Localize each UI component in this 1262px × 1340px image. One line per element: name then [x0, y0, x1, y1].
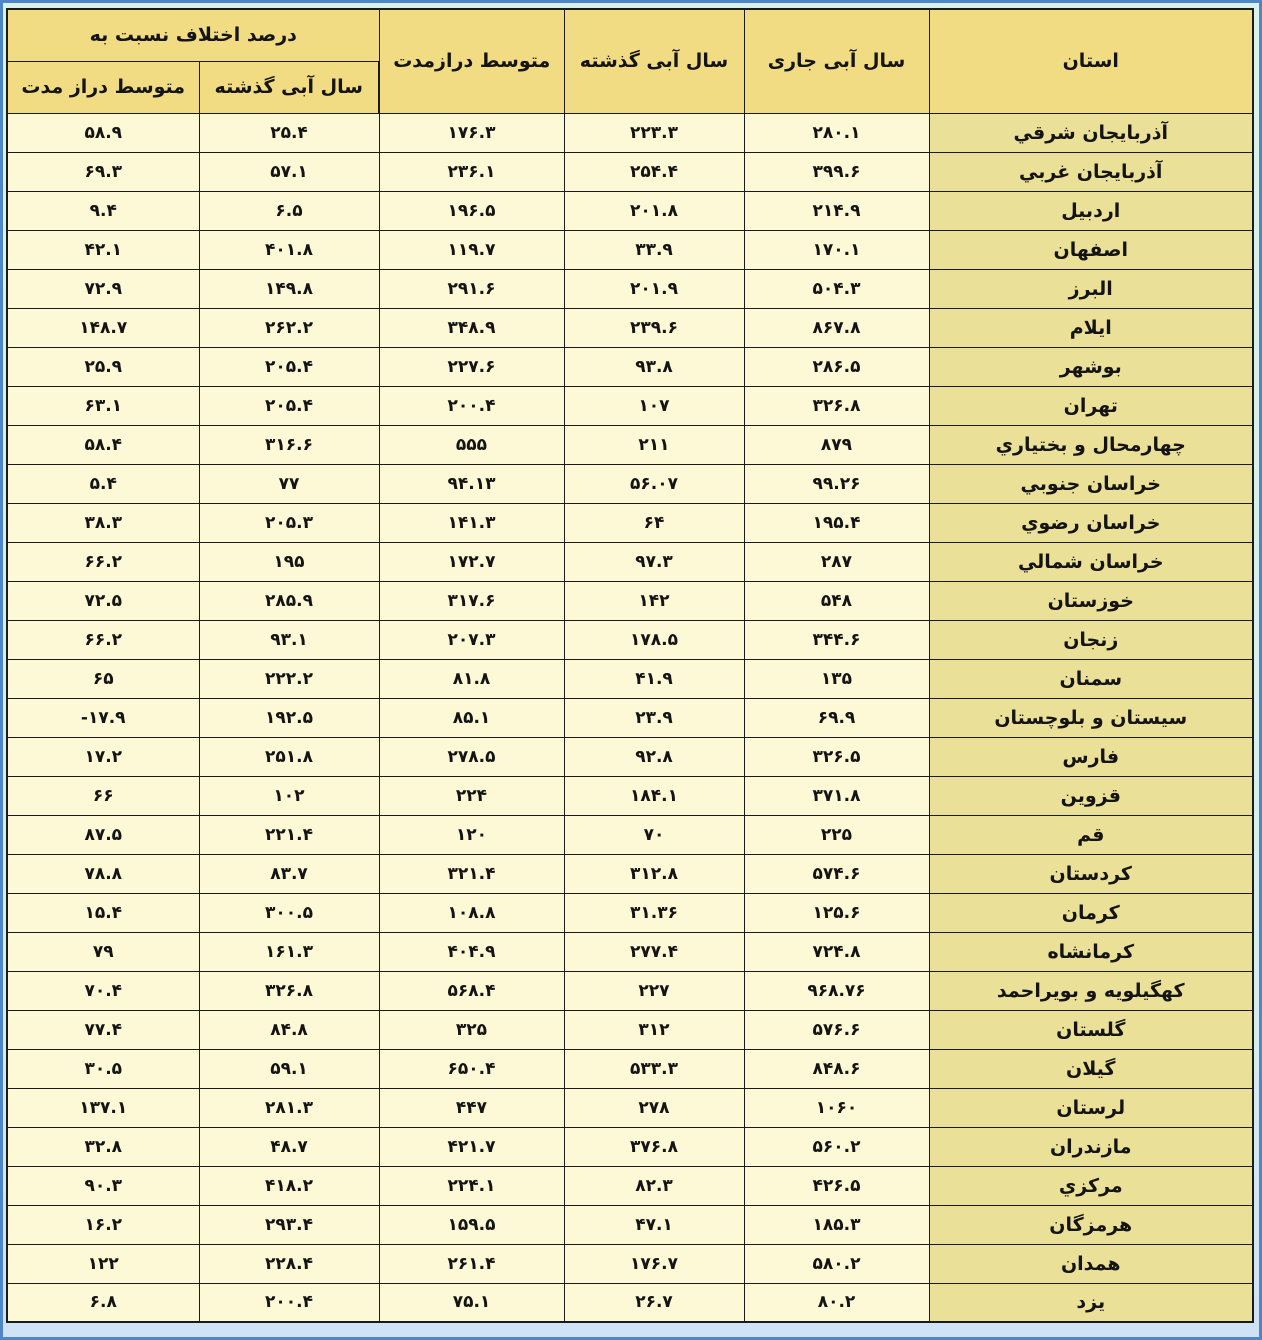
long-term-avg-cell: ۵۵۵	[379, 425, 564, 464]
table-row	[7, 737, 1253, 776]
table-row	[7, 932, 1253, 971]
diff-previous-year-cell: ۲۲۸.۴	[199, 1244, 379, 1283]
province-cell: لرستان	[929, 1088, 1253, 1127]
table-row	[7, 620, 1253, 659]
previous-year-cell: ۱۷۸.۵	[564, 620, 744, 659]
table-row	[7, 1127, 1253, 1166]
province-cell: بوشهر	[929, 347, 1253, 386]
current-year-cell: ۱۹۵.۴	[744, 503, 929, 542]
long-term-avg-cell: ۲۰۷.۳	[379, 620, 564, 659]
province-cell: البرز	[929, 269, 1253, 308]
previous-year-cell: ۲۰۱.۸	[564, 191, 744, 230]
table-row	[7, 1088, 1253, 1127]
diff-long-term-avg-cell: ۷۷.۴	[7, 1010, 199, 1049]
diff-long-term-avg-cell: ۶.۸	[7, 1283, 199, 1322]
current-year-cell: ۳۲۶.۸	[744, 386, 929, 425]
diff-long-term-avg-cell: ۸۷.۵	[7, 815, 199, 854]
diff-previous-year-cell: ۱۴۹.۸	[199, 269, 379, 308]
long-term-avg-cell: ۴۲۱.۷	[379, 1127, 564, 1166]
table-row	[7, 1283, 1253, 1322]
province-cell: سيستان و بلوچستان	[929, 698, 1253, 737]
table-row	[7, 542, 1253, 581]
diff-previous-year-cell: ۱۶۱.۳	[199, 932, 379, 971]
diff-previous-year-cell: ۳۰۰.۵	[199, 893, 379, 932]
diff-previous-year-cell: ۸۴.۸	[199, 1010, 379, 1049]
province-cell: آذربايجان غربي	[929, 152, 1253, 191]
table-row	[7, 152, 1253, 191]
diff-previous-year-cell: ۲۰۰.۴	[199, 1283, 379, 1322]
diff-previous-year-cell: ۲۰۵.۳	[199, 503, 379, 542]
current-year-cell: ۵۶۰.۲	[744, 1127, 929, 1166]
province-cell: مركزي	[929, 1166, 1253, 1205]
previous-year-cell: ۲۵۴.۴	[564, 152, 744, 191]
province-cell: اصفهان	[929, 230, 1253, 269]
table-header	[7, 9, 1253, 113]
long-term-avg-cell: ۵۶۸.۴	[379, 971, 564, 1010]
previous-year-cell: ۳۱۲	[564, 1010, 744, 1049]
long-term-avg-cell: ۲۷۸.۵	[379, 737, 564, 776]
long-term-avg-cell: ۶۵۰.۴	[379, 1049, 564, 1088]
diff-long-term-avg-cell: ۶۳.۱	[7, 386, 199, 425]
current-year-cell: ۶۹.۹	[744, 698, 929, 737]
current-year-cell: ۸۶۷.۸	[744, 308, 929, 347]
province-cell: قم	[929, 815, 1253, 854]
diff-long-term-avg-cell: ۵۸.۹	[7, 113, 199, 152]
current-year-cell: ۲۸۷	[744, 542, 929, 581]
diff-previous-year-cell: ۴۰۱.۸	[199, 230, 379, 269]
diff-previous-year-cell: ۳۲۶.۸	[199, 971, 379, 1010]
current-year-cell: ۳۲۶.۵	[744, 737, 929, 776]
current-year-cell: ۱۰۶۰	[744, 1088, 929, 1127]
diff-previous-year-cell: ۷۷	[199, 464, 379, 503]
current-year-cell: ۳۹۹.۶	[744, 152, 929, 191]
long-term-avg-cell: ۱۲۰	[379, 815, 564, 854]
table-row	[7, 1049, 1253, 1088]
province-cell: كرمانشاه	[929, 932, 1253, 971]
long-term-avg-cell: ۱۷۲.۷	[379, 542, 564, 581]
table-row	[7, 854, 1253, 893]
current-year-cell: ۸۷۹	[744, 425, 929, 464]
diff-previous-year-cell: ۱۹۵	[199, 542, 379, 581]
long-term-avg-cell: ۸۱.۸	[379, 659, 564, 698]
province-cell: يزد	[929, 1283, 1253, 1322]
current-year-cell: ۳۷۱.۸	[744, 776, 929, 815]
province-cell: گلستان	[929, 1010, 1253, 1049]
previous-year-cell: ۴۱.۹	[564, 659, 744, 698]
current-year-cell: ۲۱۴.۹	[744, 191, 929, 230]
previous-year-cell: ۲۱۱	[564, 425, 744, 464]
long-term-avg-cell: ۳۲۱.۴	[379, 854, 564, 893]
previous-year-cell: ۱۸۴.۱	[564, 776, 744, 815]
current-year-cell: ۹۶۸.۷۶	[744, 971, 929, 1010]
previous-year-cell: ۲۶.۷	[564, 1283, 744, 1322]
diff-long-term-avg-cell: ۶۹.۳	[7, 152, 199, 191]
long-term-avg-cell: ۸۵.۱	[379, 698, 564, 737]
table-row	[7, 1010, 1253, 1049]
long-term-avg-cell: ۲۰۰.۴	[379, 386, 564, 425]
previous-year-cell: ۲۷۷.۴	[564, 932, 744, 971]
diff-long-term-avg-cell: ۷۲.۵	[7, 581, 199, 620]
long-term-avg-cell: ۲۶۱.۴	[379, 1244, 564, 1283]
header-diff-long-term-avg: متوسط دراز مدت	[7, 61, 199, 113]
table-row	[7, 269, 1253, 308]
diff-previous-year-cell: ۹۳.۱	[199, 620, 379, 659]
diff-long-term-avg-cell: ۵۸.۴	[7, 425, 199, 464]
table-row	[7, 386, 1253, 425]
diff-previous-year-cell: ۲۸۱.۳	[199, 1088, 379, 1127]
previous-year-cell: ۲۳۹.۶	[564, 308, 744, 347]
province-cell: قزوين	[929, 776, 1253, 815]
long-term-avg-cell: ۱۱۹.۷	[379, 230, 564, 269]
previous-year-cell: ۲۳.۹	[564, 698, 744, 737]
previous-year-cell: ۶۴	[564, 503, 744, 542]
diff-previous-year-cell: ۲۰۵.۴	[199, 347, 379, 386]
diff-long-term-avg-cell: ۶۶.۲	[7, 542, 199, 581]
current-year-cell: ۱۸۵.۳	[744, 1205, 929, 1244]
diff-long-term-avg-cell: ۳۸.۳	[7, 503, 199, 542]
diff-long-term-avg-cell: ۷۹	[7, 932, 199, 971]
table-row	[7, 581, 1253, 620]
current-year-cell: ۵۴۸	[744, 581, 929, 620]
table-row	[7, 464, 1253, 503]
previous-year-cell: ۲۲۷	[564, 971, 744, 1010]
province-cell: آذربايجان شرقي	[929, 113, 1253, 152]
current-year-cell: ۵۷۴.۶	[744, 854, 929, 893]
header-row-top	[7, 9, 1253, 61]
diff-previous-year-cell: ۳۱۶.۶	[199, 425, 379, 464]
diff-long-term-avg-cell: ۴۲.۱	[7, 230, 199, 269]
long-term-avg-cell: ۳۱۷.۶	[379, 581, 564, 620]
long-term-avg-cell: ۲۲۴	[379, 776, 564, 815]
previous-year-cell: ۱۰۷	[564, 386, 744, 425]
province-cell: همدان	[929, 1244, 1253, 1283]
current-year-cell: ۳۴۴.۶	[744, 620, 929, 659]
current-year-cell: ۲۸۰.۱	[744, 113, 929, 152]
previous-year-cell: ۹۲.۸	[564, 737, 744, 776]
long-term-avg-cell: ۹۴.۱۳	[379, 464, 564, 503]
province-cell: ايلام	[929, 308, 1253, 347]
previous-year-cell: ۷۰	[564, 815, 744, 854]
table-body	[7, 113, 1253, 1322]
diff-previous-year-cell: ۲۹۳.۴	[199, 1205, 379, 1244]
previous-year-cell: ۱۴۲	[564, 581, 744, 620]
diff-long-term-avg-cell: ۹.۴	[7, 191, 199, 230]
header-diff-previous-year: سال آبی گذشته	[199, 61, 379, 113]
header-long-term-avg: متوسط درازمدت	[379, 9, 564, 113]
previous-year-cell: ۲۲۳.۳	[564, 113, 744, 152]
diff-previous-year-cell: ۲۲۲.۲	[199, 659, 379, 698]
current-year-cell: ۱۳۵	[744, 659, 929, 698]
long-term-avg-cell: ۳۲۵	[379, 1010, 564, 1049]
previous-year-cell: ۴۷.۱	[564, 1205, 744, 1244]
table-row	[7, 698, 1253, 737]
previous-year-cell: ۳۳.۹	[564, 230, 744, 269]
current-year-cell: ۴۲۶.۵	[744, 1166, 929, 1205]
long-term-avg-cell: ۱۹۶.۵	[379, 191, 564, 230]
table-row	[7, 1205, 1253, 1244]
current-year-cell: ۸۰.۲	[744, 1283, 929, 1322]
diff-long-term-avg-cell: ۱۵.۴	[7, 893, 199, 932]
diff-long-term-avg-cell: ۹۰.۳	[7, 1166, 199, 1205]
header-previous-year: سال آبی گذشته	[564, 9, 744, 113]
diff-previous-year-cell: ۲۸۵.۹	[199, 581, 379, 620]
diff-long-term-avg-cell: ۱۶.۲	[7, 1205, 199, 1244]
province-cell: خراسان رضوي	[929, 503, 1253, 542]
table-row	[7, 503, 1253, 542]
previous-year-cell: ۳۷۶.۸	[564, 1127, 744, 1166]
diff-previous-year-cell: ۵۹.۱	[199, 1049, 379, 1088]
province-cell: خراسان جنوبي	[929, 464, 1253, 503]
diff-long-term-avg-cell: ۱۷.۲	[7, 737, 199, 776]
table-row	[7, 113, 1253, 152]
current-year-cell: ۵۸۰.۲	[744, 1244, 929, 1283]
header-diff-group: درصد اختلاف نسبت به	[7, 9, 379, 61]
diff-previous-year-cell: ۸۳.۷	[199, 854, 379, 893]
current-year-cell: ۹۹.۲۶	[744, 464, 929, 503]
diff-previous-year-cell: ۲۶۲.۲	[199, 308, 379, 347]
table-row	[7, 425, 1253, 464]
current-year-cell: ۸۴۸.۶	[744, 1049, 929, 1088]
current-year-cell: ۲۸۶.۵	[744, 347, 929, 386]
long-term-avg-cell: ۱۵۹.۵	[379, 1205, 564, 1244]
long-term-avg-cell: ۳۴۸.۹	[379, 308, 564, 347]
diff-previous-year-cell: ۲۵۱.۸	[199, 737, 379, 776]
diff-previous-year-cell: ۶.۵	[199, 191, 379, 230]
previous-year-cell: ۲۰۱.۹	[564, 269, 744, 308]
diff-long-term-avg-cell: -۱۷.۹	[7, 698, 199, 737]
diff-previous-year-cell: ۴۱۸.۲	[199, 1166, 379, 1205]
province-cell: چهارمحال و بختياري	[929, 425, 1253, 464]
table-row	[7, 893, 1253, 932]
table-row	[7, 971, 1253, 1010]
current-year-cell: ۱۷۰.۱	[744, 230, 929, 269]
long-term-avg-cell: ۴۰۴.۹	[379, 932, 564, 971]
diff-previous-year-cell: ۱۰۲	[199, 776, 379, 815]
province-cell: كردستان	[929, 854, 1253, 893]
previous-year-cell: ۵۶.۰۷	[564, 464, 744, 503]
province-cell: تهران	[929, 386, 1253, 425]
table-row	[7, 191, 1253, 230]
diff-long-term-avg-cell: ۱۳۷.۱	[7, 1088, 199, 1127]
diff-previous-year-cell: ۲۵.۴	[199, 113, 379, 152]
diff-previous-year-cell: ۴۸.۷	[199, 1127, 379, 1166]
diff-long-term-avg-cell: ۷۸.۸	[7, 854, 199, 893]
diff-long-term-avg-cell: ۱۲۲	[7, 1244, 199, 1283]
diff-long-term-avg-cell: ۳۰.۵	[7, 1049, 199, 1088]
long-term-avg-cell: ۷۵.۱	[379, 1283, 564, 1322]
province-cell: خوزستان	[929, 581, 1253, 620]
diff-long-term-avg-cell: ۶۶	[7, 776, 199, 815]
header-current-year: سال آبی جاری	[744, 9, 929, 113]
current-year-cell: ۲۲۵	[744, 815, 929, 854]
diff-long-term-avg-cell: ۷۰.۴	[7, 971, 199, 1010]
previous-year-cell: ۹۳.۸	[564, 347, 744, 386]
previous-year-cell: ۳۱.۳۶	[564, 893, 744, 932]
previous-year-cell: ۵۳۳.۳	[564, 1049, 744, 1088]
diff-long-term-avg-cell: ۵.۴	[7, 464, 199, 503]
table-row	[7, 659, 1253, 698]
long-term-avg-cell: ۱۰۸.۸	[379, 893, 564, 932]
diff-long-term-avg-cell: ۳۲.۸	[7, 1127, 199, 1166]
province-cell: اردبيل	[929, 191, 1253, 230]
diff-previous-year-cell: ۲۰۵.۴	[199, 386, 379, 425]
table-row	[7, 776, 1253, 815]
current-year-cell: ۷۲۴.۸	[744, 932, 929, 971]
table-row	[7, 1166, 1253, 1205]
province-cell: فارس	[929, 737, 1253, 776]
previous-year-cell: ۳۱۲.۸	[564, 854, 744, 893]
current-year-cell: ۵۰۴.۳	[744, 269, 929, 308]
diff-long-term-avg-cell: ۶۶.۲	[7, 620, 199, 659]
province-cell: مازندران	[929, 1127, 1253, 1166]
current-year-cell: ۵۷۶.۶	[744, 1010, 929, 1049]
province-cell: سمنان	[929, 659, 1253, 698]
table-row	[7, 815, 1253, 854]
long-term-avg-cell: ۱۷۶.۳	[379, 113, 564, 152]
previous-year-cell: ۱۷۶.۷	[564, 1244, 744, 1283]
previous-year-cell: ۲۷۸	[564, 1088, 744, 1127]
long-term-avg-cell: ۲۹۱.۶	[379, 269, 564, 308]
diff-previous-year-cell: ۲۲۱.۴	[199, 815, 379, 854]
long-term-avg-cell: ۱۴۱.۳	[379, 503, 564, 542]
diff-previous-year-cell: ۱۹۲.۵	[199, 698, 379, 737]
diff-long-term-avg-cell: ۷۲.۹	[7, 269, 199, 308]
table-row	[7, 230, 1253, 269]
header-province: استان	[929, 9, 1253, 113]
province-cell: خراسان شمالي	[929, 542, 1253, 581]
province-cell: زنجان	[929, 620, 1253, 659]
precipitation-table	[6, 8, 1254, 1323]
diff-previous-year-cell: ۵۷.۱	[199, 152, 379, 191]
long-term-avg-cell: ۴۴۷	[379, 1088, 564, 1127]
long-term-avg-cell: ۲۳۶.۱	[379, 152, 564, 191]
diff-long-term-avg-cell: ۲۵.۹	[7, 347, 199, 386]
table-row	[7, 308, 1253, 347]
province-cell: كهگيلويه و بويراحمد	[929, 971, 1253, 1010]
long-term-avg-cell: ۲۲۷.۶	[379, 347, 564, 386]
long-term-avg-cell: ۲۲۴.۱	[379, 1166, 564, 1205]
diff-long-term-avg-cell: ۱۴۸.۷	[7, 308, 199, 347]
table-row	[7, 347, 1253, 386]
table-row	[7, 1244, 1253, 1283]
current-year-cell: ۱۲۵.۶	[744, 893, 929, 932]
province-cell: گيلان	[929, 1049, 1253, 1088]
province-cell: هرمزگان	[929, 1205, 1253, 1244]
province-cell: كرمان	[929, 893, 1253, 932]
diff-long-term-avg-cell: ۶۵	[7, 659, 199, 698]
previous-year-cell: ۸۲.۳	[564, 1166, 744, 1205]
previous-year-cell: ۹۷.۳	[564, 542, 744, 581]
